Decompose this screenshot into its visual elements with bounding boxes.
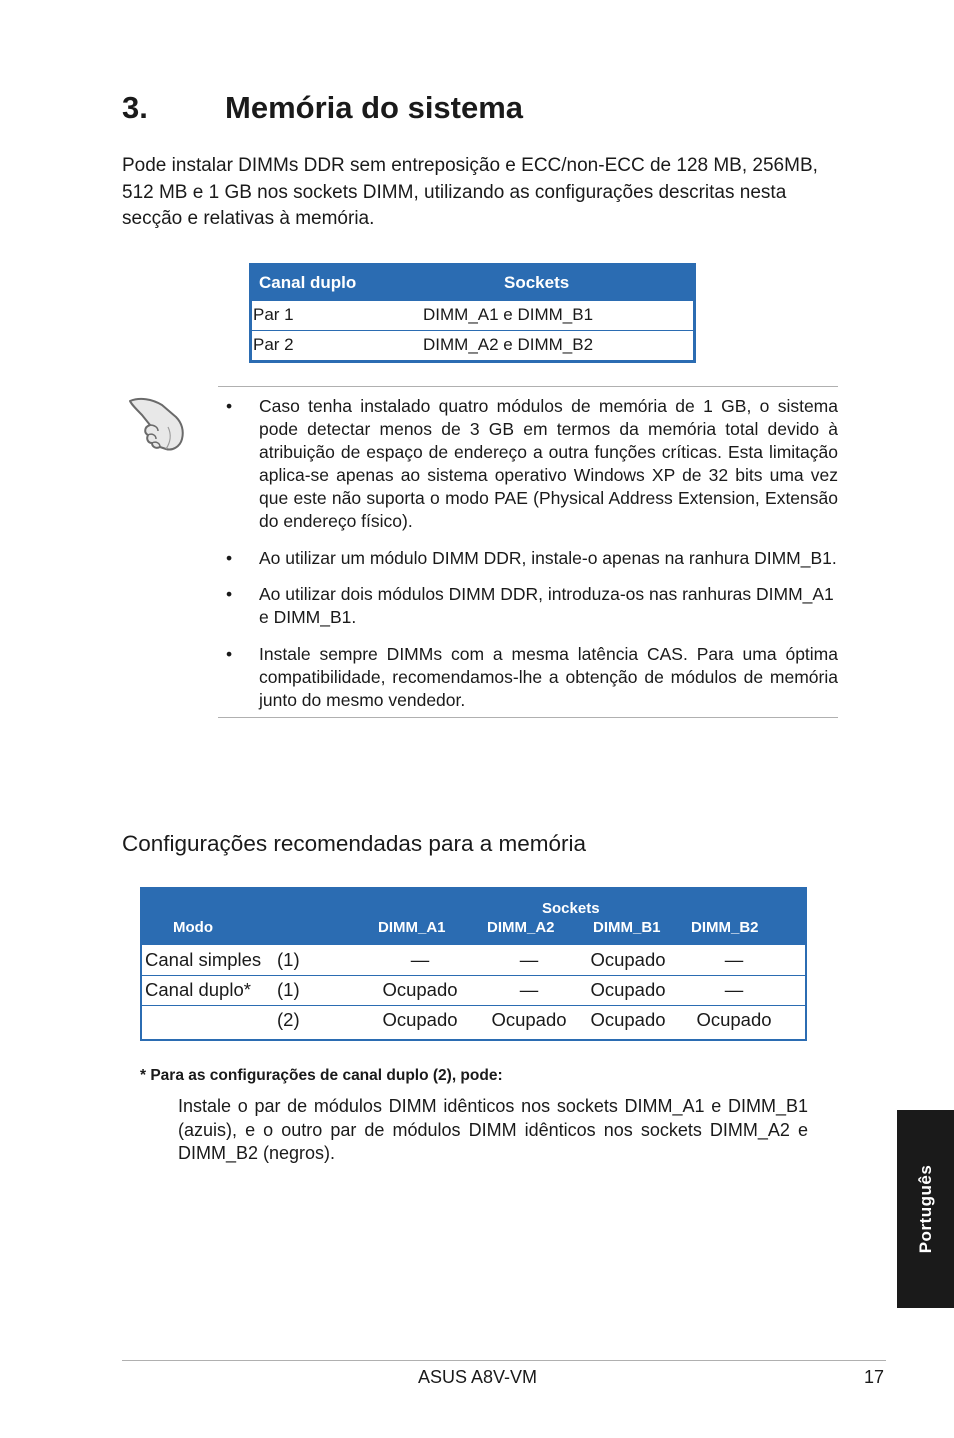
bullet-icon: • [226,396,233,416]
table-cell: DIMM_A2 e DIMM_B2 [423,335,594,354]
header-sockets-group: Sockets [542,900,600,917]
footnote-heading: * Para as configurações de canal duplo (2), pode: [140,1067,503,1084]
footnote-body: Instale o par de módulos DIMM idênticos nos sockets DIMM_A1 e DIMM_B1 (azuis), e o outro par de módulos DIMM idênticos nos sockets DIMM_A2 e DIMM_B2 (negros). [178,1096,808,1163]
table-row [252,330,693,360]
table-cell: — [724,949,744,970]
table-cell: Ocupado [382,979,458,1000]
table-cell: DIMM_A1 e DIMM_B1 [423,305,594,324]
header-dimm-a1: DIMM_A1 [378,919,446,936]
bullet-icon: • [226,644,233,664]
language-label: Português [915,1164,935,1254]
row-divider [142,1005,805,1006]
note-item: • Ao utilizar um módulo DIMM DDR, instale-o apenas na ranhura DIMM_B1. [226,548,837,568]
header-dimm-b1: DIMM_B1 [593,919,661,936]
table-cell: (1) [277,949,300,970]
note-item: • Instale sempre DIMMs com a mesma latência CAS. Para uma óptima compatibilidade, recomendamos-lhe a obtenção de módulos de memória junto do mesmo vendedor. [226,644,838,710]
section-subheading: Configurações recomendadas para a memória [122,831,586,856]
page-number: 17 [864,1367,885,1387]
header-dimm-b2: DIMM_B2 [691,919,759,936]
table-cell: Par 1 [253,305,294,324]
language-side-tab [897,1110,954,1308]
table-cell: (1) [277,979,300,1000]
table-cell: Ocupado [590,949,666,970]
table-cell: Ocupado [590,979,666,1000]
table-cell: — [519,949,539,970]
hand-pointer-icon [126,391,188,455]
note-item: • Ao utilizar dois módulos DIMM DDR, introduza-os nas ranhuras DIMM_A1 e DIMM_B1. [226,584,834,627]
header-modo: Modo [173,919,213,936]
table-row [252,300,693,330]
footer-divider [122,1360,886,1361]
table-cell: Par 2 [253,335,294,354]
table-cell: (2) [277,1009,300,1030]
header-dimm-a2: DIMM_A2 [487,919,555,936]
table-cell: Canal duplo* [145,979,251,1000]
bullet-icon: • [226,584,233,604]
page-title [122,88,523,128]
header-canal-duplo: Canal duplo [259,273,357,292]
channel-sockets-table [249,263,696,363]
table-cell: Ocupado [491,1009,567,1030]
note-item: • Caso tenha instalado quatro módulos de memória de 1 GB, o sistema pode detectar menos de 3 GB em termos da memória total devido à atribuição de espaço de endereço a outra funções críticas. Esta limitação aplica-se apenas ao sistema operativo Windows XP de 32 bits uma vez que este não suporta o modo PAE (Physical Address Extension, Extensão do endereço físico). [226,396,838,531]
header-sockets: Sockets [504,273,570,292]
table-cell: Ocupado [382,1009,458,1030]
table-cell: Ocupado [696,1009,772,1030]
table-cell: — [724,979,744,1000]
table-cell: — [410,949,430,970]
bullet-icon: • [226,548,233,568]
table-cell: Ocupado [590,1009,666,1030]
note-divider-top [218,386,838,387]
table-cell: Canal simples [145,949,262,970]
section-number: 3. [122,90,148,125]
table-header [142,889,805,945]
table-header [252,266,693,300]
intro-paragraph: Pode instalar DIMMs DDR sem entreposição e ECC/non-ECC de 128 MB, 256MB, 512 MB e 1 GB nos sockets DIMM, utilizando as configurações descritas nesta secção e relativas à memória. [122,155,818,229]
note-divider-bottom [218,717,838,718]
row-divider [142,975,805,976]
section-title: Memória do sistema [225,90,524,125]
footer-product-name: ASUS A8V-VM [418,1367,538,1387]
memory-config-table [140,887,807,1041]
table-cell: — [519,979,539,1000]
